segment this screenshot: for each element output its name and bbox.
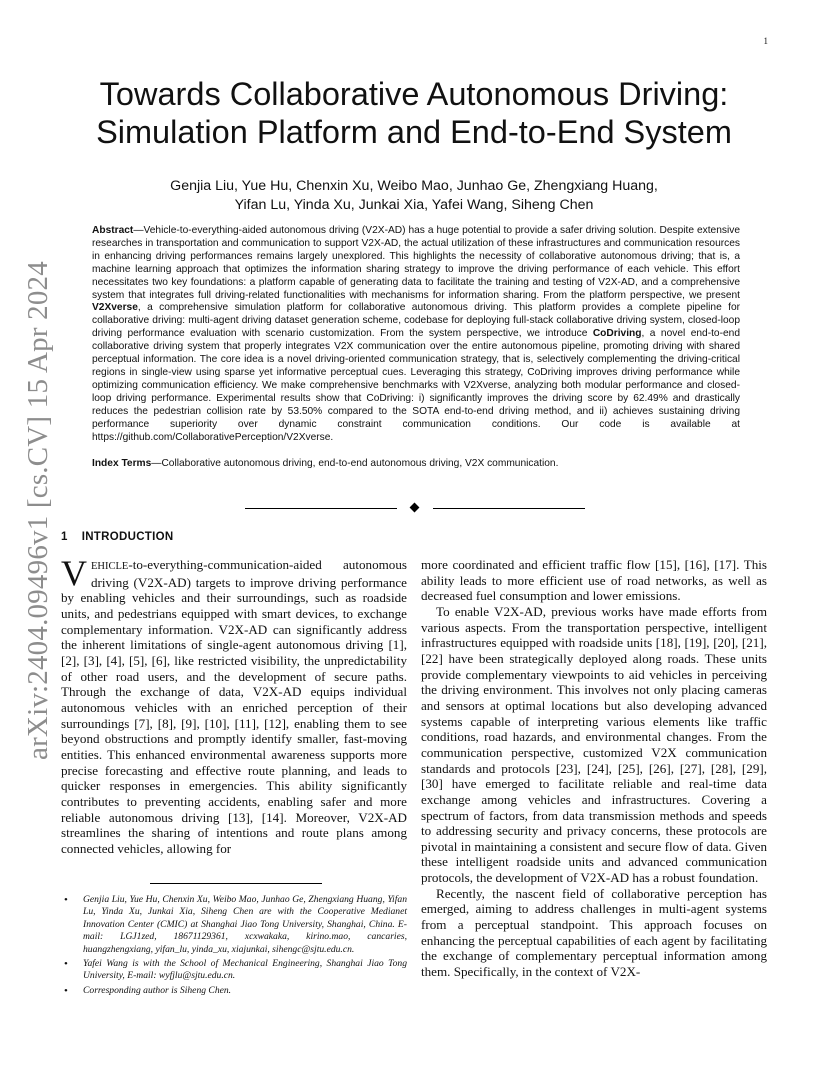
- intro-paragraph-1-text: -to-everything-communication-aided autonomous driving (V2X-AD) targets to improve driving performance by enabling vehicles and their surroundings, such as roadside units, and pedestrians equipped with smart devices, to exchange complementary information. V2X-AD can significantly address the inherent limitations of single-agent autonomous driving [1], [2], [3], [4], [5], [6], like restricted visibility, the unpredictability of other road users, and the development of secure paths. Through the exchange of data, V2X-AD equips individual autonomous vehicles with an enriched perception of their surroundings [7], [8], [9], [10], [11], [12], enabling them to see beyond obstructions and promptly identify smaller, fast-moving entities. This enhanced environmental awareness supports more precise forecasting and effective route planning, and leads to quicker responses in emergencies. This ability significantly contributes to preventing accidents, enabling safer and more reliable autonomous driving [13], [14]. Moreover, V2X-AD streamlines the sharing of intentions and route plans among connected vehicles, allowing for: [61, 557, 407, 856]
- intro-small-caps: EHICLE: [91, 561, 129, 572]
- intro-paragraph-1: [61, 553, 407, 856]
- paper-title-line-2: Simulation Platform and End-to-End System: [96, 114, 732, 150]
- page-number: 1: [763, 36, 768, 46]
- diamond-icon: [410, 503, 420, 513]
- abstract-system-name: CoDriving: [592, 328, 642, 340]
- section-number: 1: [61, 531, 68, 543]
- footnote-affiliation-2: • Yafei Wang is with the School of Mechanical Engineering, Shanghai Jiao Tong University, E-mail: wyfjlu@sjtu.edu.cn.: [63, 958, 407, 983]
- index-terms: [92, 458, 740, 471]
- section-divider: [245, 502, 585, 514]
- footnotes: [63, 894, 407, 999]
- index-terms-label: Index Terms: [92, 458, 152, 470]
- author-list: [60, 177, 768, 215]
- index-terms-text: —Collaborative autonomous driving, end-to-end autonomous driving, V2X communication.: [151, 458, 559, 470]
- abstract-block: [92, 225, 740, 471]
- paper-title-line-1: Towards Collaborative Autonomous Driving:: [99, 76, 729, 112]
- body-column-right: [421, 557, 767, 980]
- abstract: [92, 225, 740, 444]
- author-list-line-1: Genjia Liu, Yue Hu, Chenxin Xu, Weibo Mao, Junhao Ge, Zhengxiang Huang,: [170, 178, 658, 194]
- body-column-left: [61, 553, 407, 856]
- intro-paragraph-2: To enable V2X-AD, previous works have made efforts from various aspects. From the transportation perspective, intelligent infrastructures equipped with roadside units [18], [19], [20], [21], [22] have been strategically deployed along roads. These units provide complementary viewpoints to aid vehicles in perceiving the driving environment. This involves not only placing cameras and sensors at optimal locations but also developing advanced systems capable of interpreting various elements like traffic conditions, road hazards, and environmental changes. From the communication perspective, customized V2X communication standards and protocols [23], [24], [25], [26], [27], [28], [29], [30] have emerged to facilitate reliable and real-time data exchange among vehicles and infrastructures. Covering a spectrum of factors, from data transmission methods and speeds to addressing security and privacy concerns, these protocols are pivotal in maintaining a consistent and secure flow of data. Given these intelligent roadside units and advanced communication protocols, the development of V2X-AD has a robust foundation.: [421, 603, 767, 886]
- footnote-rule: [150, 883, 322, 884]
- title-block: [60, 75, 768, 215]
- section-title: INTRODUCTION: [81, 531, 174, 543]
- intro-paragraph-1-continued: more coordinated and efficient traffic flow [15], [16], [17]. This ability leads to more efficient use of road networks, as well as decreased fuel consumption and lower emissions.: [421, 557, 767, 604]
- divider-line-right: [433, 508, 585, 509]
- abstract-text-1: —Vehicle-to-everything-aided autonomous driving (V2X-AD) has a huge potential to provide a safer driving solution. Despite extensive researches in transportation and communication to support V2X-AD, the actual utilization of these infrastructures and communication resources in enhancing driving performances remains largely unexplored. This highlights the necessity of collaborative autonomous driving; that is, a machine learning approach that optimizes the information sharing strategy to improve the driving performance of each vehicle. This effort necessitates two key foundations: a platform capable of generating data to facilitate the training and testing of V2X-AD, and a comprehensive system that integrates full driving-related functionalities with mechanisms for information sharing. From the platform perspective, we present: [92, 225, 740, 301]
- abstract-platform-name: V2Xverse: [92, 302, 138, 314]
- intro-paragraph-3: Recently, the nascent field of collaborative perception has emerged, aiming to address challenges in multi-agent systems from a perceptual standpoint. This approach focuses on enhancing the perceptual capabilities of each agent by facilitating the exchange of complementary perceptual information among them. Specifically, in the context of V2X-: [421, 885, 767, 980]
- section-heading: [61, 531, 173, 543]
- abstract-label: Abstract: [92, 225, 134, 236]
- drop-cap: V: [61, 553, 87, 593]
- author-list-line-2: Yifan Lu, Yinda Xu, Junkai Xia, Yafei Wang, Siheng Chen: [234, 197, 594, 213]
- footnote-corresponding-author: • Corresponding author is Siheng Chen.: [63, 985, 407, 997]
- abstract-text-2: , a comprehensive simulation platform for collaborative autonomous driving. This platform provides a complete pipeline for collaborative driving: multi-agent driving dataset generation scheme, codebase for deploying full-stack collaborative driving system, closed-loop driving performance evaluation with scenario customization. From the system perspective, we introduce: [92, 302, 740, 340]
- arxiv-identifier-stamp[interactable]: arXiv:2404.09496v1 [cs.CV] 15 Apr 2024: [22, 261, 54, 760]
- divider-line-left: [245, 508, 397, 509]
- paper-title: [60, 75, 768, 151]
- abstract-text-3: , a novel end-to-end collaborative driving system that properly integrates V2X communication over the entire autonomous pipeline, promoting driving with shared perceptual information. The core idea is a novel driving-oriented communication strategy, that is, selectively complementing the driving-critical regions in single-view using sparse yet informative perceptual cues. Leveraging this strategy, CoDriving improves driving performance while optimizing communication efficiency. We make comprehensive benchmarks with V2Xverse, analyzing both modular performance and closed-loop driving performance. Experimental results show that CoDriving: i) significantly improves the driving score by 62.49% and drastically reduces the pedestrian collision rate by 53.50% compared to the SOTA end-to-end driving method, and ii) achieves sustaining driving performance superiority over dynamic constraint communication conditions. Our code is available at https://github.com/CollaborativePerception/V2Xverse.: [92, 328, 740, 443]
- footnote-affiliation: • Genjia Liu, Yue Hu, Chenxin Xu, Weibo Mao, Junhao Ge, Zhengxiang Huang, Yifan Lu, Yinda Xu, Junkai Xia, Siheng Chen are with the Cooperative Medianet Innovation Center (CMIC) at Shanghai Jiao Tong University, Shanghai, China. E-mail: LGJ1zed, 18671129361, xcxwakaka, kirino.mao, cancaries, huangzhengxiang, yifan_lu, yinda_xu, xiajunkai, sihengc@sjtu.edu.cn.: [63, 894, 407, 956]
